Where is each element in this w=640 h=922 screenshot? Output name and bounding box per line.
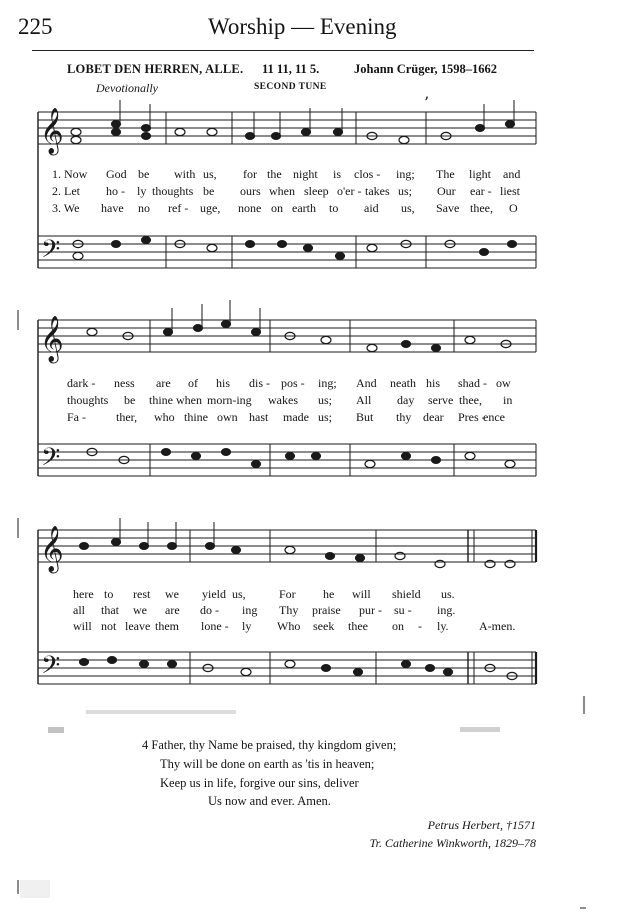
lyric-syllable: O [509, 201, 518, 215]
lyric-syllable: praise [312, 603, 341, 617]
lyric-syllable: ther, [116, 410, 138, 424]
lyric-syllable: neath [390, 376, 416, 390]
lyric-syllable: sleep [304, 184, 329, 198]
lyric-syllable: night [293, 167, 318, 181]
lyric-syllable: dark - [67, 376, 96, 390]
lyric-syllable: ly [137, 184, 147, 198]
lyric-syllable: to [104, 587, 114, 601]
lyric-syllable: liest [500, 184, 520, 198]
lyric-syllable: serve [428, 393, 454, 407]
stanza-4-line: Keep us in life, forgive our sins, deliver [160, 776, 359, 790]
lyric-syllable: us, [232, 587, 246, 601]
treble-clef-icon: 𝄞 [40, 526, 64, 572]
lyric-syllable: aid [364, 201, 379, 215]
lyric-syllable: shield [392, 587, 421, 601]
lyric-syllable: them [155, 619, 179, 633]
lyric-syllable: his [216, 376, 231, 390]
lyric-syllable: thoughts [152, 184, 194, 198]
lyric-syllable: thy [396, 410, 412, 424]
lyric-syllable: morn-ing [207, 393, 252, 407]
lyric-syllable: Thy [279, 603, 299, 617]
lyric-syllable: Fa - [67, 410, 86, 424]
lyric-syllable: no [138, 201, 150, 215]
lyric-syllable: is [333, 167, 342, 181]
lyrics-line [0, 619, 640, 635]
lyric-syllable: For [279, 587, 296, 601]
lyric-syllable: wakes [268, 393, 298, 407]
lyric-syllable: we [133, 603, 147, 617]
lyric-syllable: ness [114, 376, 135, 390]
lyric-syllable: when [176, 393, 202, 407]
lyric-syllable: thee [348, 619, 368, 633]
lyric-syllable: leave [125, 619, 151, 633]
lyric-syllable: all [73, 603, 85, 617]
bass-clef-icon: 𝄢 [41, 651, 61, 686]
lyric-syllable: 2. Let [52, 184, 80, 198]
lyric-syllable: su - [394, 603, 412, 617]
lyric-syllable: his [426, 376, 441, 390]
lyric-syllable: in [503, 393, 513, 407]
lyric-syllable: ref - [168, 201, 189, 215]
lyric-syllable: us, [401, 201, 415, 215]
lyric-syllable: shad - [458, 376, 487, 390]
lyrics-line [0, 376, 640, 392]
treble-clef-icon: 𝄞 [40, 316, 64, 362]
stanza-4-line: Thy will be done on earth as 'tis in heaven; [160, 757, 375, 771]
lyric-syllable: when [269, 184, 295, 198]
lyric-syllable: God [106, 167, 127, 181]
lyric-syllable: Save [436, 201, 460, 215]
lyric-syllable: us. [441, 587, 455, 601]
lyric-syllable: will [73, 619, 92, 633]
lyric-syllable: dear [423, 410, 444, 424]
lyric-syllable: ow [496, 376, 511, 390]
lyric-syllable: thee, [470, 201, 493, 215]
tune-label: SECOND TUNE [254, 82, 327, 92]
lyric-syllable: are [156, 376, 171, 390]
lyric-syllable: Our [437, 184, 456, 198]
lyric-syllable: The [436, 167, 455, 181]
lyric-syllable: 1. Now [52, 167, 88, 181]
lyric-syllable: are [165, 603, 180, 617]
lyric-syllable: lone - [201, 619, 229, 633]
lyric-syllable: ing; [318, 376, 337, 390]
lyrics-line [0, 201, 640, 217]
lyrics-line [0, 410, 640, 426]
lyric-syllable: ence [483, 410, 505, 424]
lyric-syllable: And [356, 376, 377, 390]
lyric-syllable: ly. [437, 619, 449, 633]
breath-mark-icon: ’ [424, 93, 430, 112]
lyric-syllable: made [283, 410, 309, 424]
tune-name: LOBET DEN HERREN, ALLE. [67, 62, 244, 76]
lyric-syllable: thine [149, 393, 173, 407]
lyric-syllable: light [469, 167, 492, 181]
lyric-syllable: us, [203, 167, 217, 181]
lyric-syllable: day [397, 393, 415, 407]
lyric-syllable: A-men. [479, 619, 516, 633]
tune-composer: Johann Crüger, 1598–1662 [354, 62, 497, 76]
lyric-syllable: pos - [281, 376, 305, 390]
lyric-syllable: ing [242, 603, 258, 617]
lyric-syllable: ear - [470, 184, 492, 198]
lyric-syllable: yield [202, 587, 226, 601]
lyric-syllable: be [203, 184, 215, 198]
lyric-syllable: for [243, 167, 257, 181]
lyrics-line [0, 393, 640, 409]
lyric-syllable: of [188, 376, 198, 390]
lyrics-line [0, 603, 640, 619]
lyric-syllable: with [174, 167, 196, 181]
lyric-syllable: ours [240, 184, 261, 198]
lyric-syllable: have [101, 201, 124, 215]
lyric-syllable: ly [242, 619, 252, 633]
lyric-syllable: dis - [249, 376, 270, 390]
lyric-syllable: do - [200, 603, 219, 617]
lyric-syllable: that [101, 603, 119, 617]
lyric-syllable: here [73, 587, 94, 601]
lyric-syllable: earth [292, 201, 316, 215]
lyric-syllable: hast [249, 410, 269, 424]
lyric-syllable: be [138, 167, 150, 181]
lyric-syllable: us; [318, 410, 333, 424]
lyric-syllable: be [124, 393, 136, 407]
lyrics-line [0, 587, 640, 603]
lyric-syllable: us; [318, 393, 333, 407]
lyric-syllable: who [154, 410, 175, 424]
lyric-syllable: he [323, 587, 335, 601]
lyric-syllable: will [352, 587, 371, 601]
lyric-syllable: thee, [459, 393, 482, 407]
author-credit: Petrus Herbert, †1571 [427, 818, 536, 832]
lyric-syllable: But [356, 410, 374, 424]
treble-clef-icon: 𝄞 [40, 108, 64, 154]
lyric-syllable: clos - [354, 167, 381, 181]
lyric-syllable: rest [133, 587, 151, 601]
lyric-syllable: seek [313, 619, 335, 633]
lyrics-line [0, 184, 640, 200]
lyric-syllable: - [418, 619, 422, 633]
lyric-syllable: we [165, 587, 179, 601]
tune-meter: 11 11, 11 5. [262, 62, 320, 76]
stanza-4-line: 4 Father, thy Name be praised, thy kingdom given; [142, 738, 397, 752]
bass-clef-icon: 𝄢 [41, 235, 61, 270]
lyric-syllable: 3. We [52, 201, 80, 215]
lyric-syllable: All [356, 393, 372, 407]
lyric-syllable: us; [398, 184, 413, 198]
lyric-syllable: takes [365, 184, 390, 198]
lyric-syllable: ing; [396, 167, 415, 181]
lyric-syllable: pur - [359, 603, 382, 617]
lyric-syllable: to [329, 201, 339, 215]
page-number: 225 [18, 14, 53, 39]
translator-credit: Tr. Catherine Winkworth, 1829–78 [369, 836, 536, 850]
lyric-syllable: ing. [437, 603, 456, 617]
lyric-syllable: none [238, 201, 262, 215]
lyric-syllable: thoughts [67, 393, 109, 407]
lyric-syllable: and [503, 167, 521, 181]
stanza-4-line: Us now and ever. Amen. [208, 794, 331, 808]
bass-clef-icon: 𝄢 [41, 443, 61, 478]
lyric-syllable: Pres - [458, 410, 486, 424]
lyric-syllable: on [271, 201, 283, 215]
lyric-syllable: uge, [200, 201, 221, 215]
lyric-syllable: o'er - [337, 184, 362, 198]
lyric-syllable: Who [277, 619, 301, 633]
tempo-marking: Devotionally [96, 81, 158, 95]
lyric-syllable: on [392, 619, 404, 633]
lyric-syllable: the [267, 167, 282, 181]
lyrics-line [0, 167, 640, 183]
lyric-syllable: thine [184, 410, 208, 424]
page-title: Worship — Evening [208, 14, 397, 39]
lyric-syllable: not [101, 619, 117, 633]
lyric-syllable: own [217, 410, 238, 424]
lyric-syllable: ho - [106, 184, 125, 198]
